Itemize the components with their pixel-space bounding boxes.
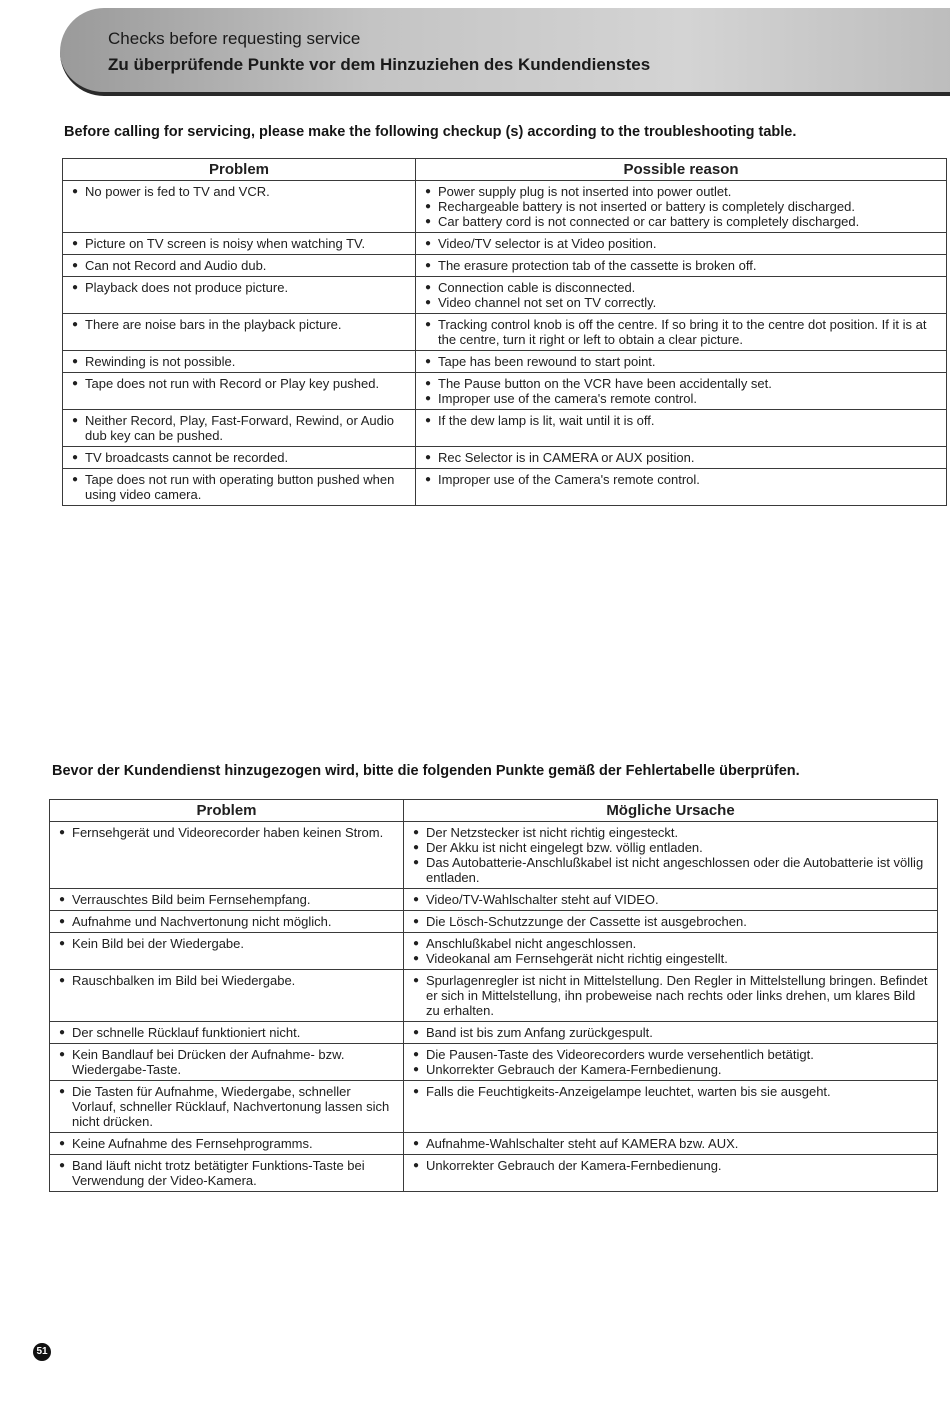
table-row [50, 1155, 938, 1192]
problem-text: ● Tape does not run with Record or Play key pushed. [85, 376, 409, 391]
reason-text: ● Der Netzstecker ist nicht richtig eingesteckt. [426, 825, 931, 840]
reason-cell [416, 255, 947, 277]
reason-text: ● Car battery cord is not connected or car battery is completely discharged. [438, 214, 940, 229]
table-row [50, 933, 938, 970]
table-body [63, 181, 947, 506]
reason-cell [416, 181, 947, 233]
problem-cell [50, 1081, 404, 1133]
problem-text: ● Verrauschtes Bild beim Fernsehempfang. [72, 892, 397, 907]
page-title-english: Checks before requesting service [108, 29, 361, 48]
problem-cell [50, 889, 404, 911]
table-row [50, 822, 938, 889]
table-row [63, 447, 947, 469]
reason-text: ● The Pause button on the VCR have been accidentally set. [438, 376, 940, 391]
reason-cell [404, 911, 938, 933]
problem-text: ● Picture on TV screen is noisy when watching TV. [85, 236, 409, 251]
problem-text: ● Band läuft nicht trotz betätigter Funktions-Taste bei Verwendung der Video-Kamera. [72, 1158, 397, 1188]
reason-cell [416, 410, 947, 447]
reason-text: ● Video/TV selector is at Video position. [438, 236, 940, 251]
reason-cell [416, 373, 947, 410]
reason-cell [416, 469, 947, 506]
table-row [63, 351, 947, 373]
reason-cell [404, 970, 938, 1022]
table-row [50, 970, 938, 1022]
reason-cell [416, 277, 947, 314]
reason-text: ● Band ist bis zum Anfang zurückgespult. [426, 1025, 931, 1040]
problem-text: ● TV broadcasts cannot be recorded. [85, 450, 409, 465]
reason-text: ● Der Akku ist nicht eingelegt bzw. völlig entladen. [426, 840, 931, 855]
reason-text: ● Power supply plug is not inserted into power outlet. [438, 184, 940, 199]
reason-text: ● Rec Selector is in CAMERA or AUX position. [438, 450, 940, 465]
problem-text: ● Rauschbalken im Bild bei Wiedergabe. [72, 973, 397, 988]
problem-cell [63, 447, 416, 469]
problem-cell [50, 933, 404, 970]
reason-text: ● Connection cable is disconnected. [438, 280, 940, 295]
reason-cell [404, 822, 938, 889]
reason-text: ● If the dew lamp is lit, wait until it is off. [438, 413, 940, 428]
reason-text: ● Video channel not set on TV correctly. [438, 295, 940, 310]
page-number: 51 [33, 1343, 51, 1361]
reason-cell [404, 889, 938, 911]
problem-text: ● Can not Record and Audio dub. [85, 258, 409, 273]
reason-cell [404, 1044, 938, 1081]
table-row [63, 255, 947, 277]
table-row [63, 277, 947, 314]
reason-text: ● Improper use of the camera's remote control. [438, 391, 940, 406]
intro-german: Bevor der Kundendienst hinzugezogen wird, bitte die folgenden Punkte gemäß der Fehlertabelle überprüfen. [52, 763, 800, 779]
problem-cell [63, 277, 416, 314]
problem-text: ● Tape does not run with operating button pushed when using video camera. [85, 472, 409, 502]
table-row [50, 1081, 938, 1133]
table-row [63, 181, 947, 233]
reason-text: ● Video/TV-Wahlschalter steht auf VIDEO. [426, 892, 931, 907]
reason-cell [416, 447, 947, 469]
table-row [50, 889, 938, 911]
reason-text: ● Tracking control knob is off the centre. If so bring it to the centre dot position. If it is at the centre, turn it right or left to obtain a clear picture. [438, 317, 940, 347]
reason-cell [404, 933, 938, 970]
table-row [63, 373, 947, 410]
problem-text: ● Playback does not produce picture. [85, 280, 409, 295]
problem-text: ● Neither Record, Play, Fast-Forward, Rewind, or Audio dub key can be pushed. [85, 413, 409, 443]
table-row [63, 233, 947, 255]
problem-cell [50, 822, 404, 889]
reason-text: ● Videokanal am Fernsehgerät nicht richtig eingestellt. [426, 951, 931, 966]
column-header-reason: Possible reason [416, 159, 947, 181]
reason-cell [404, 1155, 938, 1192]
problem-cell [63, 469, 416, 506]
problem-cell [63, 351, 416, 373]
reason-text: ● The erasure protection tab of the cassette is broken off. [438, 258, 940, 273]
table-row [50, 911, 938, 933]
table-row [50, 1133, 938, 1155]
problem-text: ● Rewinding is not possible. [85, 354, 409, 369]
problem-cell [50, 970, 404, 1022]
reason-cell [404, 1081, 938, 1133]
column-header-problem: Problem [50, 800, 404, 822]
table-row [50, 1022, 938, 1044]
table-row [63, 469, 947, 506]
header-banner [60, 8, 950, 96]
problem-cell [50, 1133, 404, 1155]
problem-cell [63, 255, 416, 277]
problem-cell [50, 1022, 404, 1044]
troubleshooting-table-english [62, 158, 947, 506]
problem-text: ● No power is fed to TV and VCR. [85, 184, 409, 199]
reason-text: ● Spurlagenregler ist nicht in Mittelstellung. Den Regler in Mittelstellung bringen. Befindet er sich in Mittelstellung, ihn probeweise nach rechts oder links drehen, um klares Bild zu erhalten. [426, 973, 931, 1018]
reason-cell [404, 1022, 938, 1044]
reason-text: ● Unkorrekter Gebrauch der Kamera-Fernbedienung. [426, 1062, 931, 1077]
problem-cell [63, 373, 416, 410]
problem-text: ● Die Tasten für Aufnahme, Wiedergabe, schneller Vorlauf, schneller Rücklauf, Nachvertonung lassen sich nicht drücken. [72, 1084, 397, 1129]
intro-english: Before calling for servicing, please make the following checkup (s) according to the troubleshooting table. [64, 124, 797, 140]
reason-cell [404, 1133, 938, 1155]
problem-cell [63, 233, 416, 255]
reason-cell [416, 351, 947, 373]
problem-text: ● Fernsehgerät und Videorecorder haben keinen Strom. [72, 825, 397, 840]
problem-cell [50, 1155, 404, 1192]
table-row [63, 314, 947, 351]
reason-cell [416, 233, 947, 255]
table-row [63, 410, 947, 447]
problem-text: ● Der schnelle Rücklauf funktioniert nicht. [72, 1025, 397, 1040]
problem-cell [50, 1044, 404, 1081]
problem-text: ● Keine Aufnahme des Fernsehprogramms. [72, 1136, 397, 1151]
reason-text: ● Anschlußkabel nicht angeschlossen. [426, 936, 931, 951]
problem-text: ● Kein Bandlauf bei Drücken der Aufnahme- bzw. Wiedergabe-Taste. [72, 1047, 397, 1077]
page-title-german: Zu überprüfende Punkte vor dem Hinzuziehen des Kundendienstes [108, 55, 651, 74]
problem-text: ● There are noise bars in the playback picture. [85, 317, 409, 332]
reason-text: ● Falls die Feuchtigkeits-Anzeigelampe leuchtet, warten bis sie ausgeht. [426, 1084, 931, 1099]
reason-text: ● Aufnahme-Wahlschalter steht auf KAMERA bzw. AUX. [426, 1136, 931, 1151]
reason-text: ● Tape has been rewound to start point. [438, 354, 940, 369]
problem-cell [50, 911, 404, 933]
problem-text: ● Aufnahme und Nachvertonung nicht möglich. [72, 914, 397, 929]
table-body [50, 822, 938, 1192]
reason-text: ● Das Autobatterie-Anschlußkabel ist nicht angeschlossen oder die Autobatterie ist völlig entladen. [426, 855, 931, 885]
reason-text: ● Die Lösch-Schutzzunge der Cassette ist ausgebrochen. [426, 914, 931, 929]
column-header-reason: Mögliche Ursache [404, 800, 938, 822]
problem-cell [63, 314, 416, 351]
table-row [50, 1044, 938, 1081]
reason-text: ● Improper use of the Camera's remote control. [438, 472, 940, 487]
reason-cell [416, 314, 947, 351]
reason-text: ● Unkorrekter Gebrauch der Kamera-Fernbedienung. [426, 1158, 931, 1173]
reason-text: ● Die Pausen-Taste des Videorecorders wurde versehentlich betätigt. [426, 1047, 931, 1062]
reason-text: ● Rechargeable battery is not inserted or battery is completely discharged. [438, 199, 940, 214]
troubleshooting-table-german [49, 799, 938, 1192]
column-header-problem: Problem [63, 159, 416, 181]
problem-cell [63, 181, 416, 233]
problem-cell [63, 410, 416, 447]
problem-text: ● Kein Bild bei der Wiedergabe. [72, 936, 397, 951]
